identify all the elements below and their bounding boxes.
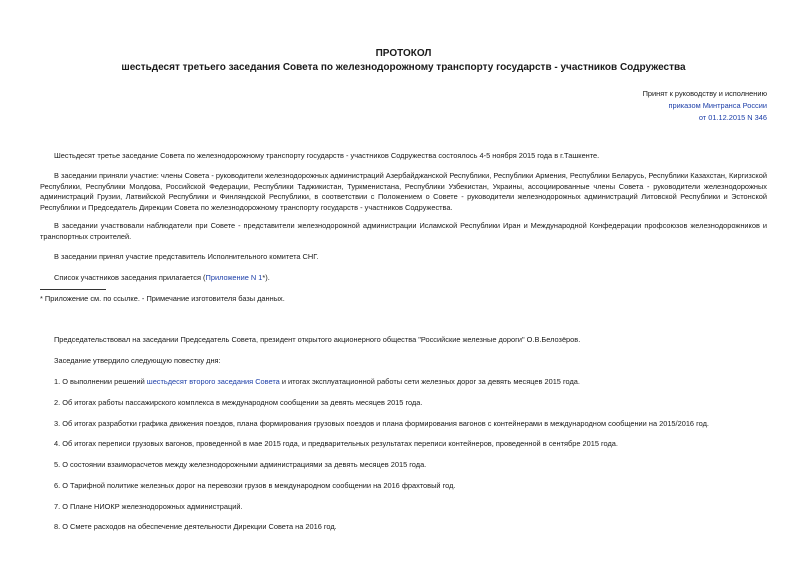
paragraph-cis-representative: В заседании принял участие представитель Исполнительного комитета СНГ.: [54, 252, 319, 261]
sixty-second-session-link[interactable]: шестьдесят второго заседания Совета: [146, 377, 280, 386]
order-link[interactable]: приказом Минтранса России: [668, 101, 767, 110]
agenda-item-8: 8. О Смете расходов на обеспечение деятельности Дирекции Совета на 2016 год.: [54, 522, 337, 531]
agenda-item-6: 6. О Тарифной политике железных дорог на перевозки грузов в международном сообщении на 2016 фрахтовый год.: [54, 481, 456, 490]
agenda-item-3: 3. Об итогах разработки графика движения поездов, плана формирования грузовых поездов и плана формирования вагонов с контейнерами в международном сообщении на 2015/2016 год.: [54, 419, 709, 428]
footnote: * Приложение см. по ссылке. - Примечание изготовителя базы данных.: [40, 294, 285, 303]
paragraph-session-info: Шестьдесят третье заседание Совета по железнодорожному транспорту государств - участников Содружества состоялось 4-5 ноября 2015 года в г.Ташкенте.: [54, 151, 600, 160]
participants-list-text: Список участников заседания прилагается (: [54, 273, 206, 282]
document-header: [0, 47, 807, 74]
footnote-divider: [40, 289, 106, 290]
document-title: ПРОТОКОЛ: [375, 48, 432, 59]
agenda-item-2: 2. Об итогах работы пассажирского комплекса в международном сообщении за девять месяцев 2015 года.: [54, 398, 423, 407]
order-date-link[interactable]: от 01.12.2015 N 346: [698, 113, 767, 122]
agenda-item-1: [40, 377, 767, 388]
paragraph-chairman: Председательствовал на заседании Председатель Совета, президент открытого акционерного общества "Российские железные дороги" О.В.Белозёров.: [54, 335, 581, 344]
agenda-item-5: 5. О состоянии взаиморасчетов между железнодорожными администрациями за девять месяцев 2015 года.: [54, 460, 427, 469]
agenda-item-1-suffix: и итогах эксплуатационной работы сети железных дорог за девять месяцев 2015 года.: [279, 377, 580, 386]
paragraph-participants: В заседании приняли участие: члены Совета - руководители железнодорожных администраций Азербайджанской Республики, Республики Армения, Республики Беларусь, Республики Казахстан, Киргизской Республики, Республики Молдова, Российской Федерации, Республики Таджикистан, Туркменистана, Республики Узбекистан, Украины, ассоциированные члены Совета - руководители железнодорожных администраций Грузии, Латвийской Республики и Финляндской Республики, в соответствии с Положением о Совете - руководители железнодорожных администраций Литовской Республики и Эстонской Республики и Председатель Дирекции Совета по железнодорожному транспорту государств - участников Содружества.: [40, 171, 767, 212]
acceptance-line: Принят к руководству и исполнению: [642, 89, 767, 98]
acceptance-note: [643, 88, 767, 124]
agenda-item-4: 4. Об итогах перепиcи грузовых вагонов, проведенной в мае 2015 года, и предварительных результатах переписи контейнеров, проведенной в сентябре 2015 года.: [54, 439, 618, 448]
paragraph-agenda-intro: Заседание утвердило следующую повестку дня:: [54, 356, 221, 365]
participants-list-suffix: *).: [262, 273, 270, 282]
document-subtitle: шестьдесят третьего заседания Совета по железнодорожному транспорту государств - участников Содружества: [121, 62, 686, 73]
agenda-item-1-text: 1. О выполнении решений: [54, 377, 147, 386]
paragraph-observers: В заседании участвовали наблюдатели при Совете - представители железнодорожной администрации Исламской Республики Иран и Международной Конфедерации профсоюзов железнодорожников и транспортных строителей.: [40, 221, 767, 241]
paragraph-participants-list: [40, 273, 767, 284]
appendix-1-link[interactable]: Приложение N 1: [205, 273, 263, 282]
agenda-item-7: 7. О Плане НИОКР железнодорожных администраций.: [54, 502, 243, 511]
